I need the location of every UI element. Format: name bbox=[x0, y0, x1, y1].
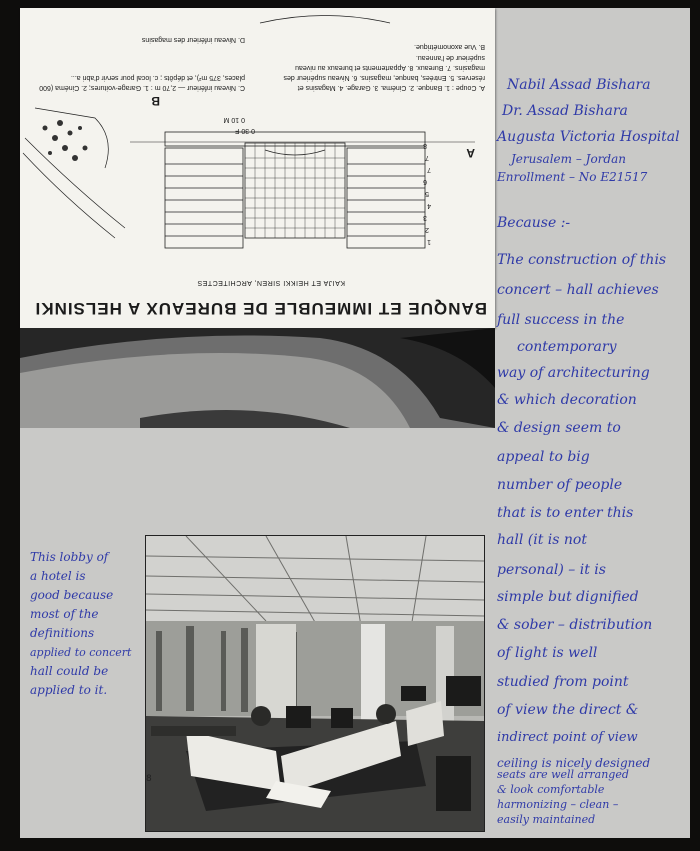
note-line: seats are well arranged bbox=[497, 768, 629, 781]
caption-a: A. Coupe : 1. Banque. 2. Cinéma. 3. Garage. 4. Magasins et réserves. 5. Entrées, banque, magasins. 6. Niveau supérieur des magasins. 7. Bureaux. 8. Appartements et bureaux au niveau supérieur de l'anneau. bbox=[283, 54, 485, 91]
note-line: harmonizing – clean – bbox=[497, 798, 619, 811]
scale-bar-feet: 0 30 F bbox=[235, 127, 255, 134]
note-line: This lobby of bbox=[30, 550, 109, 564]
note-line: personal) – it is bbox=[497, 562, 606, 578]
note-line: number of people bbox=[497, 477, 623, 493]
note-line: concert – hall achieves bbox=[497, 282, 659, 298]
axonometric-label: B bbox=[151, 94, 160, 108]
note-line: hall (it is not bbox=[497, 532, 587, 548]
note-line: applied to it. bbox=[30, 683, 108, 697]
clipping-plan bbox=[20, 8, 495, 328]
aerial-photo bbox=[20, 328, 495, 428]
note-line: Dr. Assad Bishara bbox=[502, 103, 628, 119]
note-line: & design seem to bbox=[497, 420, 621, 436]
section-number: 8 bbox=[423, 142, 427, 149]
caption-b: B. Vue axonométrique. bbox=[414, 43, 485, 50]
note-line: that is to enter this bbox=[497, 505, 634, 521]
note-line: ceiling is nicely designed bbox=[497, 756, 651, 770]
note-line: studied from point bbox=[497, 674, 629, 690]
note-line: of view the direct & bbox=[497, 702, 639, 718]
lobby-scene bbox=[146, 536, 484, 831]
note-line: a hotel is bbox=[30, 569, 86, 583]
note-line: appeal to big bbox=[497, 449, 590, 465]
section-number: 6 bbox=[423, 178, 427, 185]
photo-page-number: 8 bbox=[146, 774, 152, 784]
note-line: applied to concert bbox=[30, 646, 132, 659]
note-line: hall could be bbox=[30, 664, 109, 678]
note-line: simple but dignified bbox=[497, 589, 639, 605]
note-line: & sober – distribution bbox=[497, 617, 653, 633]
section-number: 7 bbox=[427, 166, 431, 173]
lobby-photograph bbox=[145, 535, 485, 832]
note-line: easily maintained bbox=[497, 813, 596, 826]
section-number: 7 bbox=[425, 154, 429, 161]
note-line: contemporary bbox=[517, 339, 617, 355]
section-number: 1 bbox=[427, 238, 431, 245]
note-line: Nabil Assad Bishara bbox=[507, 77, 651, 93]
section-number: 2 bbox=[425, 226, 429, 233]
handwritten-notes-left bbox=[30, 548, 145, 700]
handwritten-notes-right bbox=[497, 70, 692, 840]
note-line: Enrollment – No E21517 bbox=[497, 170, 648, 184]
caption-d: D. Niveau inférieur des magasins bbox=[141, 36, 245, 43]
scale-bar: 0 10 M bbox=[223, 116, 245, 123]
plan-arc bbox=[255, 8, 395, 28]
note-line: Jerusalem – Jordan bbox=[511, 152, 626, 166]
clipping-photo-strip bbox=[20, 328, 495, 428]
caption-c: C. Niveau inférieur — 2,70 m : 1. Garage-voitures; 2. Cinéma (600 places, 375 m²), et dépôts ; c. local pour servir d'abri a... bbox=[39, 74, 245, 91]
note-line: indirect point of view bbox=[497, 730, 638, 745]
note-line: good because bbox=[30, 588, 114, 602]
section-label: A bbox=[466, 146, 475, 160]
note-line: way of architecturing bbox=[497, 365, 650, 381]
note-line: definitions bbox=[30, 626, 95, 640]
section-number: 5 bbox=[425, 190, 429, 197]
note-line: & which decoration bbox=[497, 392, 637, 408]
note-line: Augusta Victoria Hospital bbox=[497, 129, 680, 145]
note-line: full success in the bbox=[497, 312, 625, 328]
note-line: of light is well bbox=[497, 645, 598, 661]
note-line: The construction of this bbox=[497, 252, 667, 268]
flipped-print bbox=[20, 8, 495, 328]
note-line: Because :- bbox=[497, 215, 571, 231]
clipping-architects: KAIJA ET HEIKKI SIREN, ARCHITECTES bbox=[197, 279, 345, 286]
section-number: 3 bbox=[423, 214, 427, 221]
note-line: most of the bbox=[30, 607, 99, 621]
note-line: & look comfortable bbox=[497, 783, 605, 796]
clipping-title: BANQUE ET IMMEUBLE DE BUREAUX A HELSINKI bbox=[34, 299, 487, 318]
axonometric-sketch bbox=[20, 98, 135, 248]
section-number: 4 bbox=[427, 202, 431, 209]
building-section-drawing bbox=[130, 128, 475, 268]
